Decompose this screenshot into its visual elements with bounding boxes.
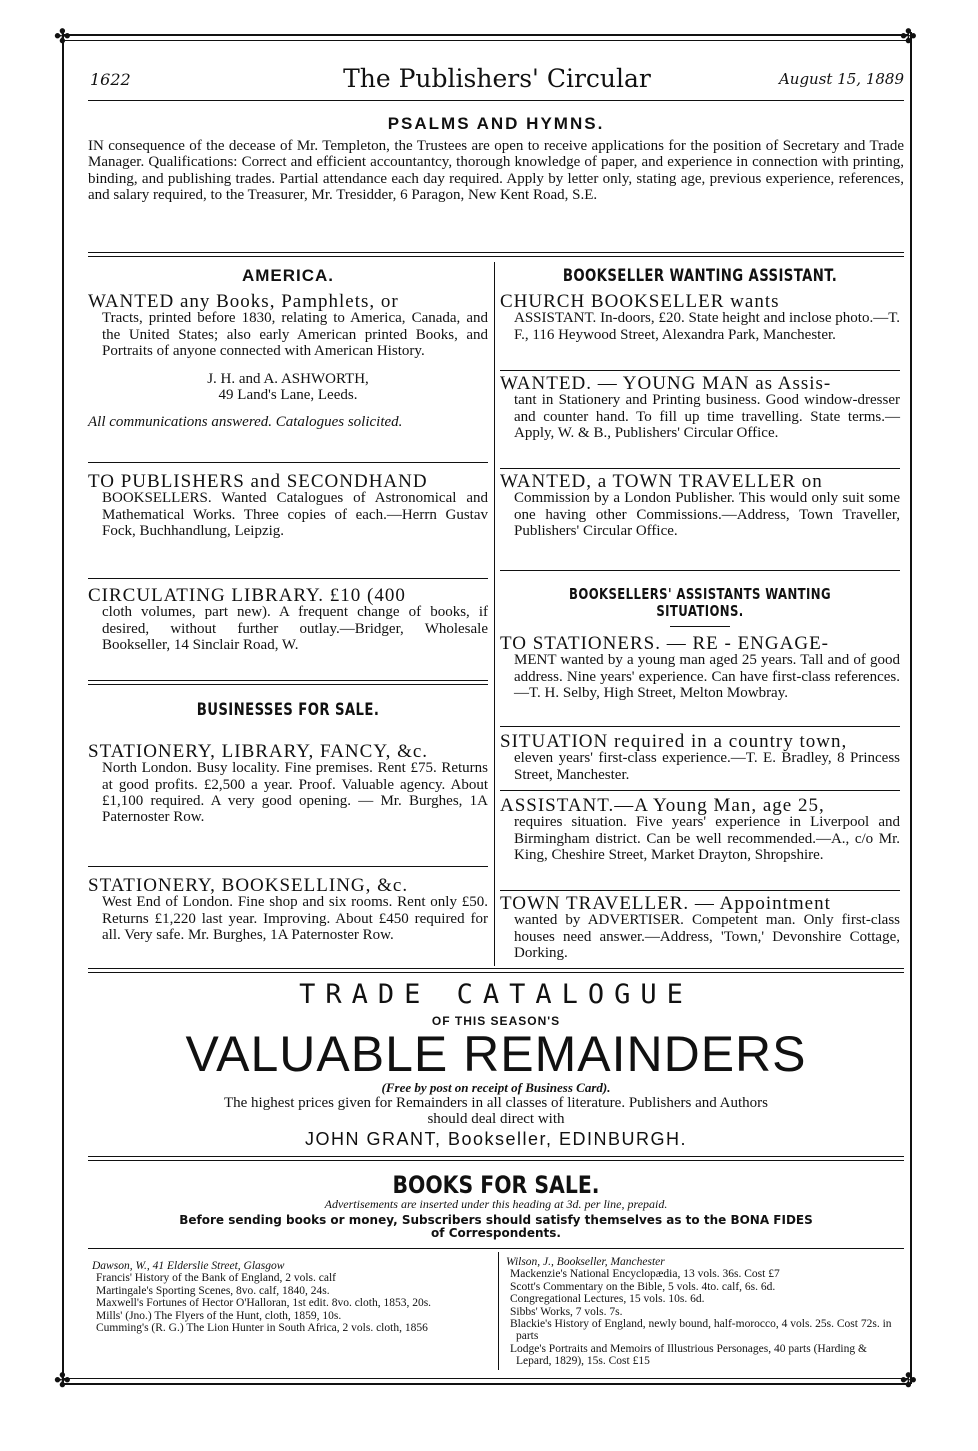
- divider: [500, 726, 900, 727]
- corner-ornament-icon: ✤: [900, 1368, 917, 1392]
- divider: [500, 890, 900, 891]
- remainders-text-2: should deal direct with: [427, 1111, 565, 1127]
- to-publishers-text: BOOKSELLERS. Wanted Catalogues of Astronomical and Mathematical Works. Three copies of each.—Herrn Gustav Fock, Buchhandlung, Leipzig.: [102, 490, 488, 539]
- page-header: [90, 62, 904, 96]
- assistants-heading-line2: SITUATIONS.: [656, 602, 744, 620]
- assistants-wanting-heading: [544, 586, 856, 620]
- journal-title: The Publishers' Circular: [343, 64, 651, 93]
- young-man-text: tant in Stationery and Printing business. Good window-dresser and counter hand. To fill up time travelling. State terms.—Apply, W. & B., Publishers' Circular Office.: [514, 392, 900, 441]
- business-ad-1-lead: STATIONERY, LIBRARY, FANCY, &c.: [88, 741, 429, 762]
- assistant-lead: ASSISTANT.—A Young Man, age 25,: [500, 795, 825, 816]
- book-entry: Maxwell's Fortunes of Hector O'Halloran, 1st edit. 8vo. cloth, 1853, 20s.: [96, 1297, 432, 1310]
- business-ad-2: [88, 875, 488, 943]
- church-bookseller-ad: [500, 291, 900, 343]
- bona-fides-note-1: Before sending books or money, Subscribers should satisfy themselves as to the BONA FIDES: [179, 1213, 813, 1227]
- books-for-sale-heading: BOOKS FOR SALE.: [392, 1171, 600, 1199]
- book-entry: Martingale's Sporting Scenes, 8vo. calf, 1840, 24s.: [96, 1284, 330, 1297]
- valuable-remainders-heading: VALUABLE REMAINDERS: [185, 1026, 807, 1082]
- books-list-left: [92, 1260, 492, 1334]
- america-lead: WANTED any Books, Pamphlets, or: [88, 291, 399, 312]
- psalms-ad: IN consequence of the decease of Mr. Templeton, the Trustees are open to receive applications for the position of Secretary and Trade Manager. Qualifications: Correct and efficient accountantcy, thorough knowledge of paper, and experience in connection with printing, binding, and publishing trades. Partial attendance each day required. Apply by letter only, stating age, previous experience, references, and salary required, to the Treasurer, Mr. Tresidder, 6 Paragon, New Kent Road, S.E.: [88, 138, 904, 203]
- issue-date: August 15, 1889: [778, 70, 904, 88]
- trade-catalogue-heading: TRADE CATALOGUE: [299, 979, 693, 1010]
- america-text: Tracts, printed before 1830, relating to America, Canada, and the United States; also early American printed Books, and Portraits of anyone connected with American History.: [102, 310, 488, 359]
- corner-ornament-icon: ✤: [54, 1368, 71, 1392]
- divider: [88, 866, 488, 867]
- corner-ornament-icon: ✤: [54, 24, 71, 48]
- divider: [88, 100, 904, 101]
- divider: [500, 370, 900, 371]
- divider: [88, 680, 488, 685]
- young-man-ad: [500, 373, 900, 441]
- book-entry: Sibbs' Works, 7 vols. 7s.: [510, 1305, 623, 1318]
- to-stationers-lead: TO STATIONERS. — RE - ENGAGE-: [500, 633, 830, 654]
- book-entry: Scott's Commentary on the Bible, 5 vols. 4to. calf, 6s. 6d.: [510, 1280, 776, 1293]
- town-traveller-appointment-ad: [500, 893, 900, 961]
- business-ad-2-lead: STATIONERY, BOOKSELLING, &c.: [88, 875, 409, 896]
- business-ad-1-text: North London. Busy locality. Fine premises. Rent £75. Returns at good profits. £2,500 a year. Proof. Valuable agency. About £1,100 required. A very good opening. — Mr. Burghes, 1A Paternoster Row.: [102, 760, 488, 826]
- bookseller-wanting-heading: BOOKSELLER WANTING ASSISTANT.: [562, 266, 838, 286]
- town-traveller-lead: TOWN TRAVELLER. — Appointment: [500, 893, 831, 914]
- situation-text: eleven years' first-class experience.—T. E. Bradley, 8 Princess Street, Manchester.: [514, 750, 900, 783]
- column-divider: [494, 262, 495, 966]
- john-grant-line: JOHN GRANT, Bookseller, EDINBURGH.: [304, 1129, 688, 1149]
- to-publishers-lead: TO PUBLISHERS and SECONDHAND: [88, 471, 428, 492]
- divider: [500, 468, 900, 469]
- section-divider: [88, 968, 904, 973]
- bookseller-wilson: Wilson, J., Bookseller, Manchester: [506, 1256, 665, 1268]
- to-publishers-ad: [88, 471, 488, 539]
- season-subheading: OF THIS SEASON'S: [431, 1014, 561, 1028]
- circulating-text: cloth volumes, part new). A frequent change of books, if desired, without further outlay.—Bridger, Wholesale Bookseller, 14 Sinclair Road, W.: [102, 604, 488, 653]
- to-stationers-ad: [500, 633, 900, 701]
- corner-ornament-icon: ✤: [900, 24, 917, 48]
- america-sig2: 49 Land's Lane, Leeds.: [218, 387, 358, 404]
- books-for-sale-subheading: Advertisements are inserted under this heading at 3d. per line, prepaid.: [324, 1197, 668, 1211]
- divider: [88, 578, 488, 579]
- town-traveller-wanted-lead: WANTED, a TOWN TRAVELLER on: [500, 471, 823, 492]
- america-sig1: J. H. and A. ASHWORTH,: [207, 371, 369, 388]
- bottom-border-rule: [62, 1378, 908, 1385]
- divider: [670, 626, 730, 627]
- circulating-library-ad: [88, 585, 488, 653]
- section-divider: [88, 252, 904, 257]
- bona-fides-note-2: of Correspondents.: [431, 1226, 561, 1240]
- assistant-text: requires situation. Five years' experience in Liverpool and Birmingham district. Can be well recommended.—A., c/o Mr. King, Cheshire Street, Market Drayton, Shropshire.: [514, 814, 900, 863]
- divider: [88, 462, 488, 463]
- church-bookseller-text: ASSISTANT. In-doors, £20. State height and inclose photo.—T. F., 116 Heywood Street, Alexandra Park, Manchester.: [514, 310, 900, 343]
- town-traveller-wanted-ad: [500, 471, 900, 539]
- section-divider: [88, 1156, 904, 1161]
- town-traveller-wanted-text: Commission by a London Publisher. This would only suit some one having other Commissions.—Address, Town Traveller, Publishers' Circular Office.: [514, 490, 900, 539]
- remainders-text-1: The highest prices given for Remainders in all classes of literature. Publishers and Authors: [223, 1095, 769, 1111]
- book-entry: Congregational Lectures, 15 vols. 10s. 6d.: [510, 1293, 705, 1306]
- business-ad-2-text: West End of London. Fine shop and six rooms. Rent only £50. Returns £1,220 last year. Improving. About £450 required for all. Very safe. Mr. Burghes, 1A Paternoster Row.: [102, 894, 488, 943]
- to-stationers-text: MENT wanted by a young man aged 25 years. Tall and of good address. Nine years' experience. Can have first-class references.—T. H. Selby, High Street, Melton Mowbray.: [514, 652, 900, 701]
- divider: [88, 1248, 904, 1249]
- situation-lead: SITUATION required in a country town,: [500, 731, 848, 752]
- top-border-rule: [62, 34, 908, 41]
- situation-required-ad: [500, 731, 900, 783]
- book-entry: Mills' (Jno.) The Flyers of the Hunt, cloth, 1859, 10s.: [96, 1309, 342, 1322]
- book-entry: Cumming's (R. G.) The Lion Hunter in South Africa, 2 vols. cloth, 1856: [96, 1322, 428, 1335]
- page-number: 1622: [90, 70, 131, 89]
- america-note: All communications answered. Catalogues solicited.: [88, 413, 403, 430]
- book-entry: Lodge's Portraits and Memoirs of Illustrious Personages, 40 parts (Harding & Lepard, 1829), 15s. Cost £15: [510, 1342, 867, 1368]
- assistant-young-man-ad: [500, 795, 900, 863]
- book-entry: Mackenzie's National Encyclopædia, 13 vols. 36s. Cost £7: [510, 1268, 780, 1281]
- divider: [500, 570, 900, 571]
- bookseller-dawson: Dawson, W., 41 Elderslie Street, Glasgow: [92, 1260, 285, 1272]
- column-divider: [498, 1252, 499, 1370]
- business-ad-1: [88, 741, 488, 826]
- book-entry: Francis' History of the Bank of England, 2 vols. calf: [96, 1272, 337, 1285]
- book-entry: Blackie's History of England, newly bound, half-morocco, 4 vols. 25s. Cost 72s. in parts: [510, 1318, 892, 1343]
- church-bookseller-lead: CHURCH BOOKSELLER wants: [500, 291, 780, 312]
- divider: [500, 790, 900, 791]
- psalms-heading: PSALMS AND HYMNS.: [387, 114, 605, 133]
- free-by-post-note: (Free by post on receipt of Business Card).: [381, 1080, 611, 1095]
- america-ad: [88, 291, 488, 430]
- assistants-heading-line1: BOOKSELLERS' ASSISTANTS WANTING: [569, 585, 831, 603]
- circulating-lead: CIRCULATING LIBRARY. £10 (400: [88, 585, 406, 606]
- books-list-right: [506, 1256, 904, 1368]
- town-traveller-text: wanted by ADVERTISER. Competent man. Only first-class houses need answer.—Address, 'Town,' Devonshire Cottage, Dorking.: [514, 912, 900, 961]
- young-man-lead: WANTED. — YOUNG MAN as Assis-: [500, 373, 832, 394]
- businesses-heading: BUSINESSES FOR SALE.: [196, 700, 380, 720]
- america-heading: AMERICA.: [241, 266, 335, 285]
